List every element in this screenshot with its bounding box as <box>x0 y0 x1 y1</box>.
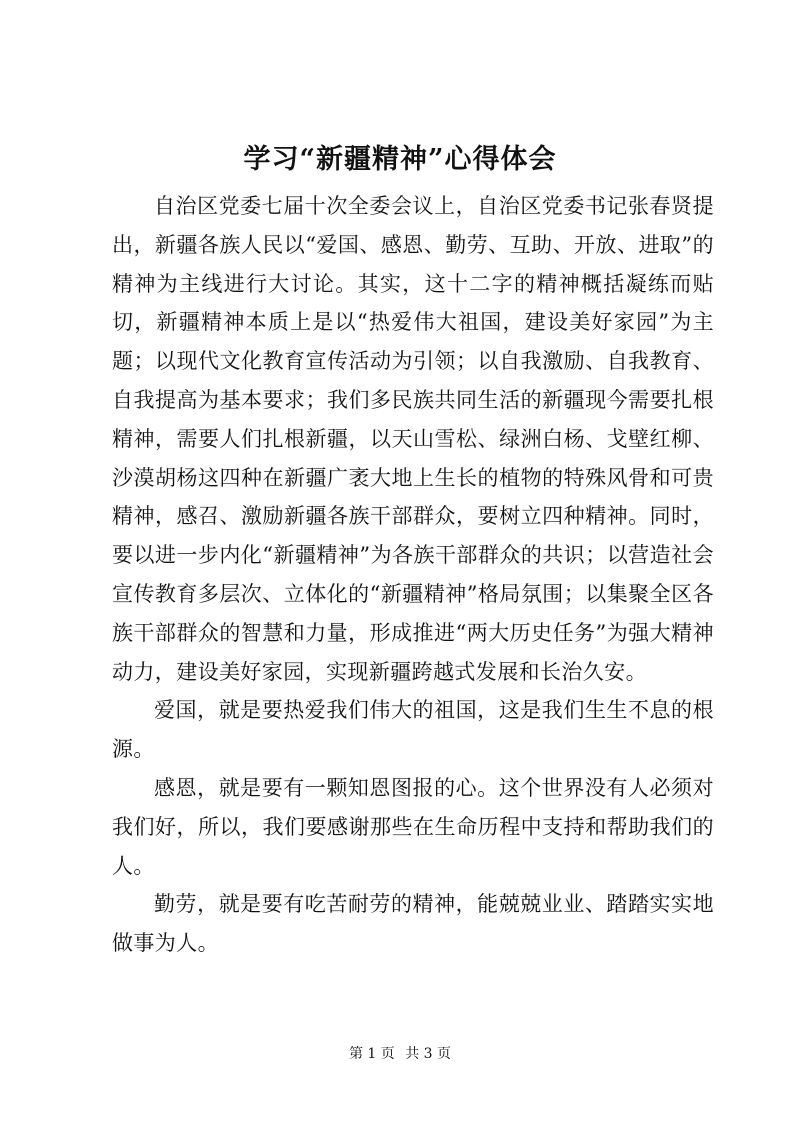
document-title: 学习“新疆精神”心得体会 <box>243 144 557 175</box>
page-number: 第 1 页 <box>348 1046 395 1062</box>
document-body <box>112 187 714 963</box>
paragraph: 自治区党委七届十次全委会议上，自治区党委书记张春贤提出，新疆各族人民以“爱国、感恩、勤劳、互助、开放、进取”的精神为主线进行大讨论。其实，这十二字的精神概括凝练而贴切，新疆精神本质上是以“热爱伟大祖国，建设美好家园”为主题；以现代文化教育宣传活动为引领；以自我激励、自我教育、自我提高为基本要求；我们多民族共同生活的新疆现今需要扎根精神，需要人们扎根新疆，以天山雪松、绿洲白杨、戈壁红柳、沙漠胡杨这四种在新疆广袤大地上生长的植物的特殊风骨和可贵精神，感召、激励新疆各族干部群众，要树立四种精神。同时，要以进一步内化“新疆精神”为各族干部群众的共识；以营造社会宣传教育多层次、立体化的“新疆精神”格局氛围；以集聚全区各族干部群众的智慧和力量，形成推进“两大历史任务”为强大精神动力，建设美好家园，实现新疆跨越式发展和长治久安。 <box>112 194 714 684</box>
paragraph: 勤劳，就是要有吃苦耐劳的精神，能兢兢业业、踏踏实实地做事为人。 <box>112 892 714 956</box>
page-footer <box>0 1044 800 1064</box>
paragraph: 感恩，就是要有一颗知恩图报的心。这个世界没有人必须对我们好，所以，我们要感谢那些在生命历程中支持和帮助我们的人。 <box>112 775 714 878</box>
paragraph: 爱国，就是要热爱我们伟大的祖国，这是我们生生不息的根源。 <box>112 698 714 762</box>
page-total: 共 3 页 <box>405 1046 452 1062</box>
